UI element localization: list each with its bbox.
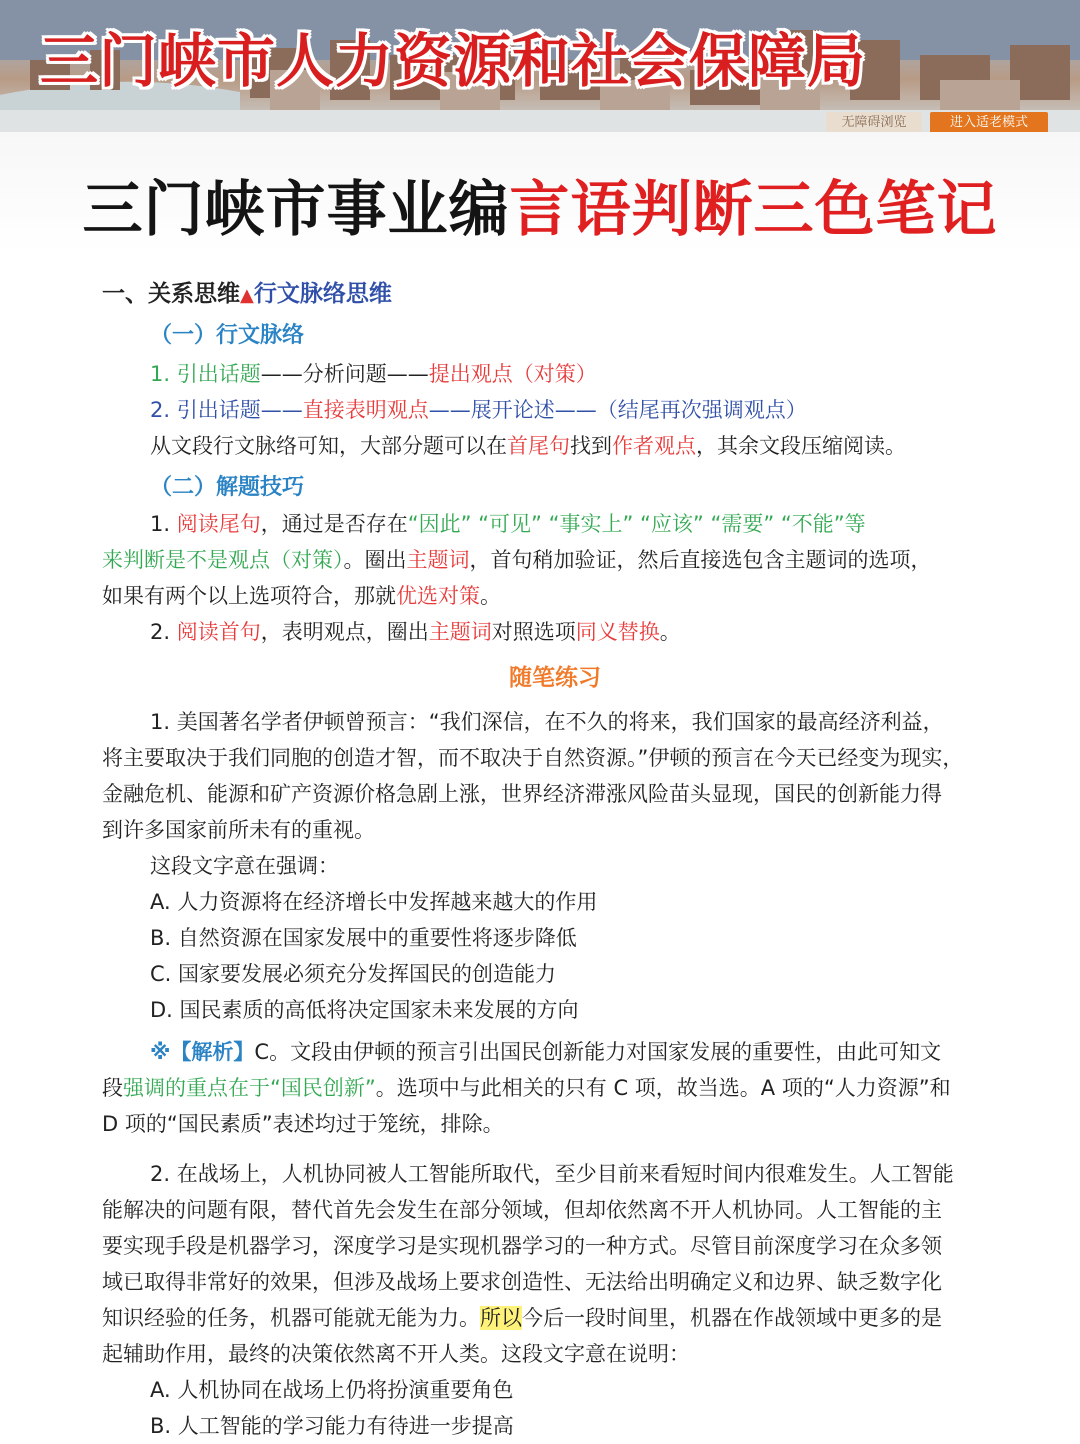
text-span: 直接表明观点 <box>302 398 429 422</box>
text-span: 主题词 <box>406 548 470 572</box>
text-span: 2. 引出话题 <box>150 398 261 422</box>
q2-line: 要实现手段是机器学习，深度学习是实现机器学习的一种方式。尽管目前深度学习在众多领 <box>102 1234 942 1258</box>
text-span: ，通过是否存在 <box>260 512 408 536</box>
accessible-browse-button[interactable]: 无障碍浏览 <box>826 112 922 132</box>
q2-option-b: B. 人工智能的学习能力有待进一步提高 <box>150 1414 514 1438</box>
text-span: 提出观点（对策） <box>428 362 597 386</box>
text-span: ——分析问题—— <box>260 362 429 386</box>
text-span: 对照选项 <box>491 620 576 644</box>
text-span: 。圈出 <box>343 548 407 572</box>
text-span: 1. 引出话题 <box>150 362 261 386</box>
q1-option-c: C. 国家要发展必须充分发挥国民的创造能力 <box>150 962 557 986</box>
q1-analysis-line <box>150 1034 941 1070</box>
q1-analysis-line: D 项的“国民素质”表述均过于笼统，排除。 <box>102 1112 504 1136</box>
highlighted-text: 所以 <box>480 1306 522 1330</box>
q1-line: 金融危机、能源和矿产资源价格急剧上涨，世界经济滞涨风险苗头显现，国民的创新能力得 <box>102 782 942 806</box>
text-span: 今后一段时间里，机器在作战领域中更多的是 <box>522 1306 942 1330</box>
text-span: 来判断是不是观点（对策） <box>102 548 344 572</box>
doc-title-area <box>0 132 1080 254</box>
q1-line: 1. 美国著名学者伊顿曾预言：“我们深信，在不久的将来，我们国家的最高经济利益， <box>150 710 944 734</box>
practice-heading: 随笔练习 <box>509 665 601 691</box>
site-banner <box>0 0 1080 132</box>
elder-mode-button[interactable]: 进入适老模式 <box>930 112 1048 132</box>
text-span: 作者观点 <box>612 434 696 458</box>
q1-option-a: A. 人力资源将在经济增长中发挥越来越大的作用 <box>150 890 598 914</box>
site-title: 三门峡市人力资源和社会保障局 <box>40 27 867 95</box>
text-span: 同义替换 <box>575 620 660 644</box>
q1-option-b: B. 自然资源在国家发展中的重要性将逐步降低 <box>150 926 577 950</box>
text-span: 。选项中与此相关的只有 C 项，故当选。A 项的“人力资源”和 <box>375 1076 951 1100</box>
q1-prompt: 这段文字意在强调： <box>150 854 339 878</box>
text-span: ，首句稍加验证，然后直接选包含主题词的选项， <box>469 548 932 572</box>
q2-option-a: A. 人机协同在战场上仍将扮演重要角色 <box>150 1378 514 1402</box>
q2-line <box>102 1300 942 1336</box>
text-span: 阅读尾句 <box>176 512 261 536</box>
text-span: 主题词 <box>428 620 492 644</box>
text-span: 2. <box>150 620 177 644</box>
text-span: 优选对策 <box>396 584 480 608</box>
q1-line: 将主要取决于我们同胞的创造才智，而不取决于自然资源。”伊顿的预言在今天已经变为现实， <box>102 746 964 770</box>
doc-title <box>0 162 1080 248</box>
doc-title-part2: 言语判断三色笔记 <box>509 175 998 245</box>
text-span: 如果有两个以上选项符合，那就 <box>102 584 396 608</box>
structure-line-1 <box>150 356 597 392</box>
text-span: “因此” “可见” “事实上” “应该” “需要” “不能”等 <box>407 512 866 536</box>
text-span: 强调的重点在于“国民创新” <box>123 1076 376 1100</box>
q1-line: 到许多国家前所未有的重视。 <box>102 818 375 842</box>
q2-line: 起辅助作用，最终的决策依然离不开人类。这段文字意在说明： <box>102 1342 690 1366</box>
structure-line-3 <box>150 428 906 464</box>
q2-line: 域已取得非常好的效果，但涉及战场上要求创造性、无法给出明确定义和边界、缺乏数字化 <box>102 1270 942 1294</box>
text-span: ——展开论述——（结尾再次强调观点） <box>428 398 807 422</box>
text-span: 找到 <box>570 434 612 458</box>
text-span: C。文段由伊顿的预言引出国民创新能力对国家发展的重要性，由此可知文 <box>254 1040 942 1064</box>
text-span: ，表明观点，圈出 <box>260 620 429 644</box>
section-1-heading <box>102 276 392 314</box>
text-span: 段 <box>102 1076 123 1100</box>
tip-line-1 <box>150 506 866 542</box>
text-span: 从文段行文脉络可知，大部分题可以在 <box>150 434 507 458</box>
q2-line: 2. 在战场上，人机协同被人工智能所取代，至少目前来看短时间内很难发生。人工智能 <box>150 1162 954 1186</box>
text-span: 知识经验的任务，机器可能就无能为力。 <box>102 1306 480 1330</box>
tip-line-4 <box>150 614 681 650</box>
section-1a-heading: （一）行文脉络 <box>150 323 305 348</box>
text-span: ，其余文段压缩阅读。 <box>696 434 906 458</box>
triangle-icon: ▲ <box>240 285 254 306</box>
tip-line-2 <box>102 542 932 578</box>
text-span: 。 <box>480 584 501 608</box>
structure-line-2 <box>150 392 807 428</box>
text-span: —— <box>260 398 303 422</box>
analysis-tag: ※【解析】 <box>150 1040 255 1064</box>
text-span: 1. <box>150 512 177 536</box>
q1-analysis-line <box>102 1070 951 1106</box>
section-1b-heading: （二）解题技巧 <box>150 475 305 500</box>
text-span: 。 <box>659 620 681 644</box>
tip-line-3 <box>102 578 501 614</box>
section-1-suffix: 行文脉络思维 <box>253 281 392 307</box>
q1-option-d: D. 国民素质的高低将决定国家未来发展的方向 <box>150 998 579 1022</box>
text-span: 首尾句 <box>507 434 570 458</box>
text-span: 阅读首句 <box>176 620 261 644</box>
q2-line: 能解决的问题有限，替代首先会发生在部分领域，但却依然离不开人机协同。人工智能的主 <box>102 1198 942 1222</box>
doc-title-part1: 三门峡市事业编 <box>82 175 510 245</box>
section-1-prefix: 一、关系思维 <box>102 281 240 307</box>
